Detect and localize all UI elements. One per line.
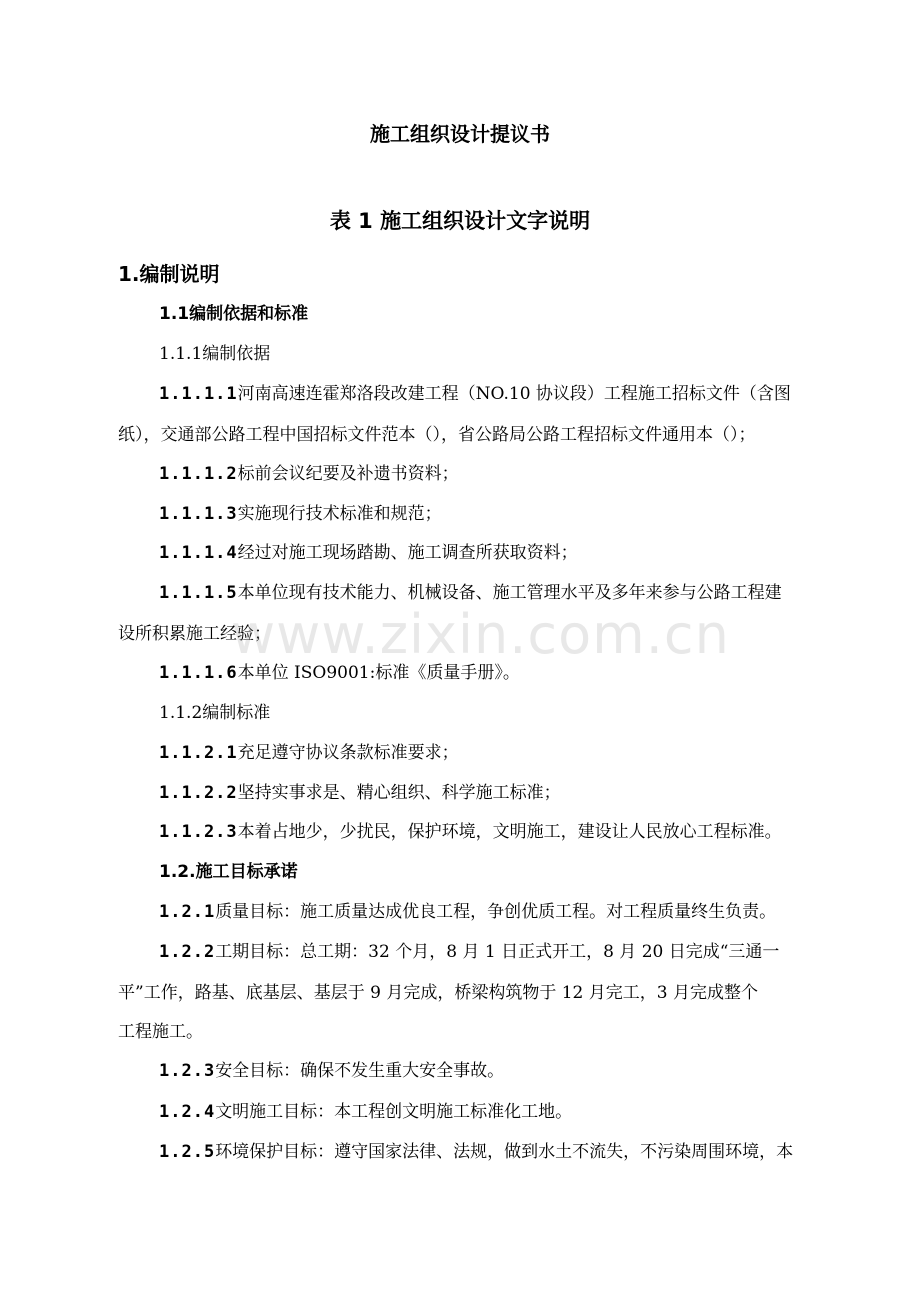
line-text: 1.1编制依据和标准: [159, 304, 309, 324]
line-text: 文明施工目标：本工程创文明施工标准化工地。: [215, 1102, 573, 1122]
subsection-heading: [118, 302, 899, 326]
line-text: 工程施工。: [118, 1022, 203, 1042]
line-number: 1.1.1.5: [159, 583, 238, 603]
paragraph-line: [118, 423, 858, 447]
line-number: 1.2.5: [159, 1142, 216, 1162]
section-heading: 1.编制说明: [118, 262, 220, 286]
line-text: 标前会议纪要及补遗书资料；: [237, 464, 459, 484]
table-title: 表 1 施工组织设计文字说明: [329, 209, 591, 233]
paragraph-line: [118, 622, 858, 646]
paragraph-line: [118, 661, 899, 685]
line-text: 实施现行技术标准和规范；: [237, 504, 442, 524]
paragraph-line: [118, 940, 899, 964]
line-number: 1.2.1: [159, 902, 216, 922]
line-number: 1.1.2.2: [159, 783, 238, 803]
line-text: 工期目标：总工期：32 个月，8 月 1 日正式开工，8 月 20 日完成“三通一: [215, 942, 780, 962]
paragraph-line: [118, 502, 899, 526]
line-text: 平”工作，路基、底基层、基层于 9 月完成，桥梁构筑物于 12 月完工，3 月完成整个: [118, 983, 758, 1003]
line-text: 坚持实事求是、精心组织、科学施工标准；: [237, 783, 561, 803]
paragraph-line: [118, 342, 899, 366]
line-text: 安全目标：确保不发生重大安全事故。: [215, 1061, 505, 1081]
paragraph-line: [118, 581, 899, 605]
line-text: 本单位现有技术能力、机械设备、施工管理水平及多年来参与公路工程建: [237, 583, 782, 603]
paragraph-line: [118, 541, 899, 565]
line-text: 环境保护目标：遵守国家法律、法规，做到水土不流失，不污染周围环境，本: [215, 1142, 794, 1162]
line-number: 1.1.2.3: [159, 822, 238, 842]
line-text: 设所积累施工经验；: [118, 624, 271, 644]
paragraph-line: [118, 1020, 858, 1044]
watermark: www.zixin.com.cn: [231, 603, 730, 666]
line-text: 充足遵守协议条款标准要求；: [237, 743, 459, 763]
line-text: 1.1.1编制依据: [159, 344, 271, 364]
line-number: 1.2.3: [159, 1061, 216, 1081]
line-number: 1.1.1.4: [159, 543, 238, 563]
paragraph-line: [118, 741, 899, 765]
line-number: 1.1.1.1: [159, 384, 238, 404]
paragraph-line: [118, 701, 899, 725]
paragraph-line: [118, 981, 858, 1005]
paragraph-line: [118, 1059, 899, 1083]
paragraph-line: [118, 900, 899, 924]
line-text: 1.2.施工目标承诺: [159, 862, 298, 882]
line-text: 本单位 ISO9001:标准《质量手册》。: [237, 663, 520, 683]
paragraph-line: [118, 462, 899, 486]
paragraph-line: [118, 382, 899, 406]
paragraph-line: [118, 781, 899, 805]
document-title: 施工组织设计提议书: [370, 122, 550, 146]
line-number: 1.2.4: [159, 1102, 216, 1122]
line-number: 1.2.2: [159, 942, 216, 962]
subsection-heading: [118, 860, 899, 884]
line-text: 本着占地少，少扰民，保护环境，文明施工，建设让人民放心工程标准。: [237, 822, 782, 842]
paragraph-line: [118, 1100, 899, 1124]
line-text: 质量目标：施工质量达成优良工程，争创优质工程。对工程质量终生负责。: [215, 902, 777, 922]
line-number: 1.1.1.6: [159, 663, 238, 683]
line-number: 1.1.1.3: [159, 504, 238, 524]
line-number: 1.1.2.1: [159, 743, 238, 763]
line-text: 纸），交通部公路工程中国招标文件范本（），省公路局公路工程招标文件通用本（）；: [118, 425, 756, 445]
line-text: 河南高速连霍郑洛段改建工程（NO.10 协议段）工程施工招标文件（含图: [237, 384, 791, 404]
paragraph-line: [118, 820, 899, 844]
paragraph-line: [118, 1140, 899, 1164]
line-text: 1.1.2编制标准: [159, 703, 271, 723]
line-number: 1.1.1.2: [159, 464, 238, 484]
line-text: 经过对施工现场踏勘、施工调查所获取资料；: [237, 543, 578, 563]
